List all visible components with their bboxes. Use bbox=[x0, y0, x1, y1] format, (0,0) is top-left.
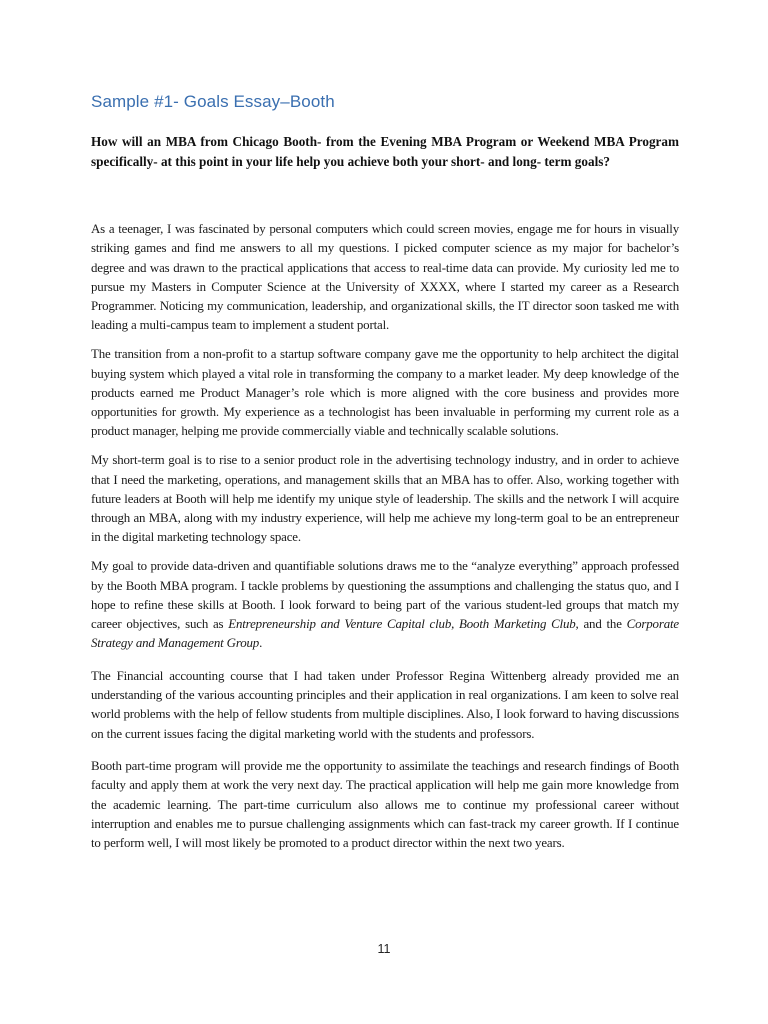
paragraph-6: Booth part-time program will provide me the opportunity to assimilate the teachings and research findings of Booth faculty and apply them at work the very next day. The practical application will help me gain more knowledge from the academic learning. The part-time curriculum also allows me to continue my professional career without interruption and enables me to pursue challenging assignments which can fast-track my career growth. If I continue to perform well, I will most likely be promoted to a product director within the next two years. bbox=[91, 758, 679, 851]
paragraph-4-text-before: My goal to provide data-driven and quantifiable solutions draws me to the “analyze everything” approach professed by the Booth MBA program. I tackle problems by questioning the assumptions and challenging the status quo, and I hope to refine these skills at Booth. I look forward to being part of the various student-led groups that match my career objectives, such as bbox=[91, 559, 679, 632]
essay-body bbox=[91, 220, 679, 863]
paragraph-3: My short-term goal is to rise to a senior product role in the advertising technology industry, and in order to achieve that I need the marketing, operations, and management skills that an MBA has to offer. Also, working together with future leaders at Booth will help me identify my unique style of leadership. The skills and the network I will acquire through an MBA, along with my industry experience, will help me achieve my long-term goal to be an entrepreneur in the digital marketing technology space. bbox=[91, 453, 679, 545]
page-number: 11 bbox=[377, 942, 391, 956]
paragraph-4-student-clubs: Entrepreneurship and Venture Capital club, Booth Marketing Club, bbox=[228, 617, 579, 632]
paragraph-5: The Financial accounting course that I had taken under Professor Regina Wittenberg already provided me an understanding of the various accounting principles and their application in real organizations. I am keen to solve real world problems with the help of fellow students from multiple disciplines. Also, I look forward to having discussions on the current issues facing the digital marketing world with the students and professors. bbox=[91, 668, 679, 741]
paragraph-4 bbox=[91, 557, 679, 653]
paragraph-4-strategy-group: Corporate Strategy and Management Group bbox=[91, 617, 679, 651]
essay-question: How will an MBA from Chicago Booth- from the Evening MBA Program or Weekend MBA Program specifically- at this point in your life help you achieve both your short- and long- term goals? bbox=[91, 134, 679, 169]
essay-heading: Sample #1- Goals Essay–Booth bbox=[91, 92, 335, 111]
paragraph-4-text-mid: and the bbox=[578, 617, 627, 632]
paragraph-4-text-after: . bbox=[259, 636, 263, 651]
paragraph-1: As a teenager, I was fascinated by personal computers which could screen movies, engage me for hours in visually striking games and find me answers to all my questions. I picked computer science as my major for bachelor’s degree and was drawn to the practical applications that access to real-time data can provide. My curiosity led me to pursue my Masters in Computer Science at the University of XXXX, where I started my career as a Research Programmer. Noticing my communication, leadership, and organizational skills, the IT director soon tasked me with leading a multi-campus team to implement a student portal. bbox=[91, 222, 679, 333]
paragraph-2: The transition from a non-profit to a startup software company gave me the opportunity to help architect the digital buying system which played a vital role in transforming the company to a market leader. My deep knowledge of the products earned me Product Manager’s role which is more aligned with the core business and provides more opportunities for growth. My experience as a technologist has been invaluable in performing my current role as a product manager, helping me provide commercially viable and technically scalable solutions. bbox=[91, 347, 679, 439]
